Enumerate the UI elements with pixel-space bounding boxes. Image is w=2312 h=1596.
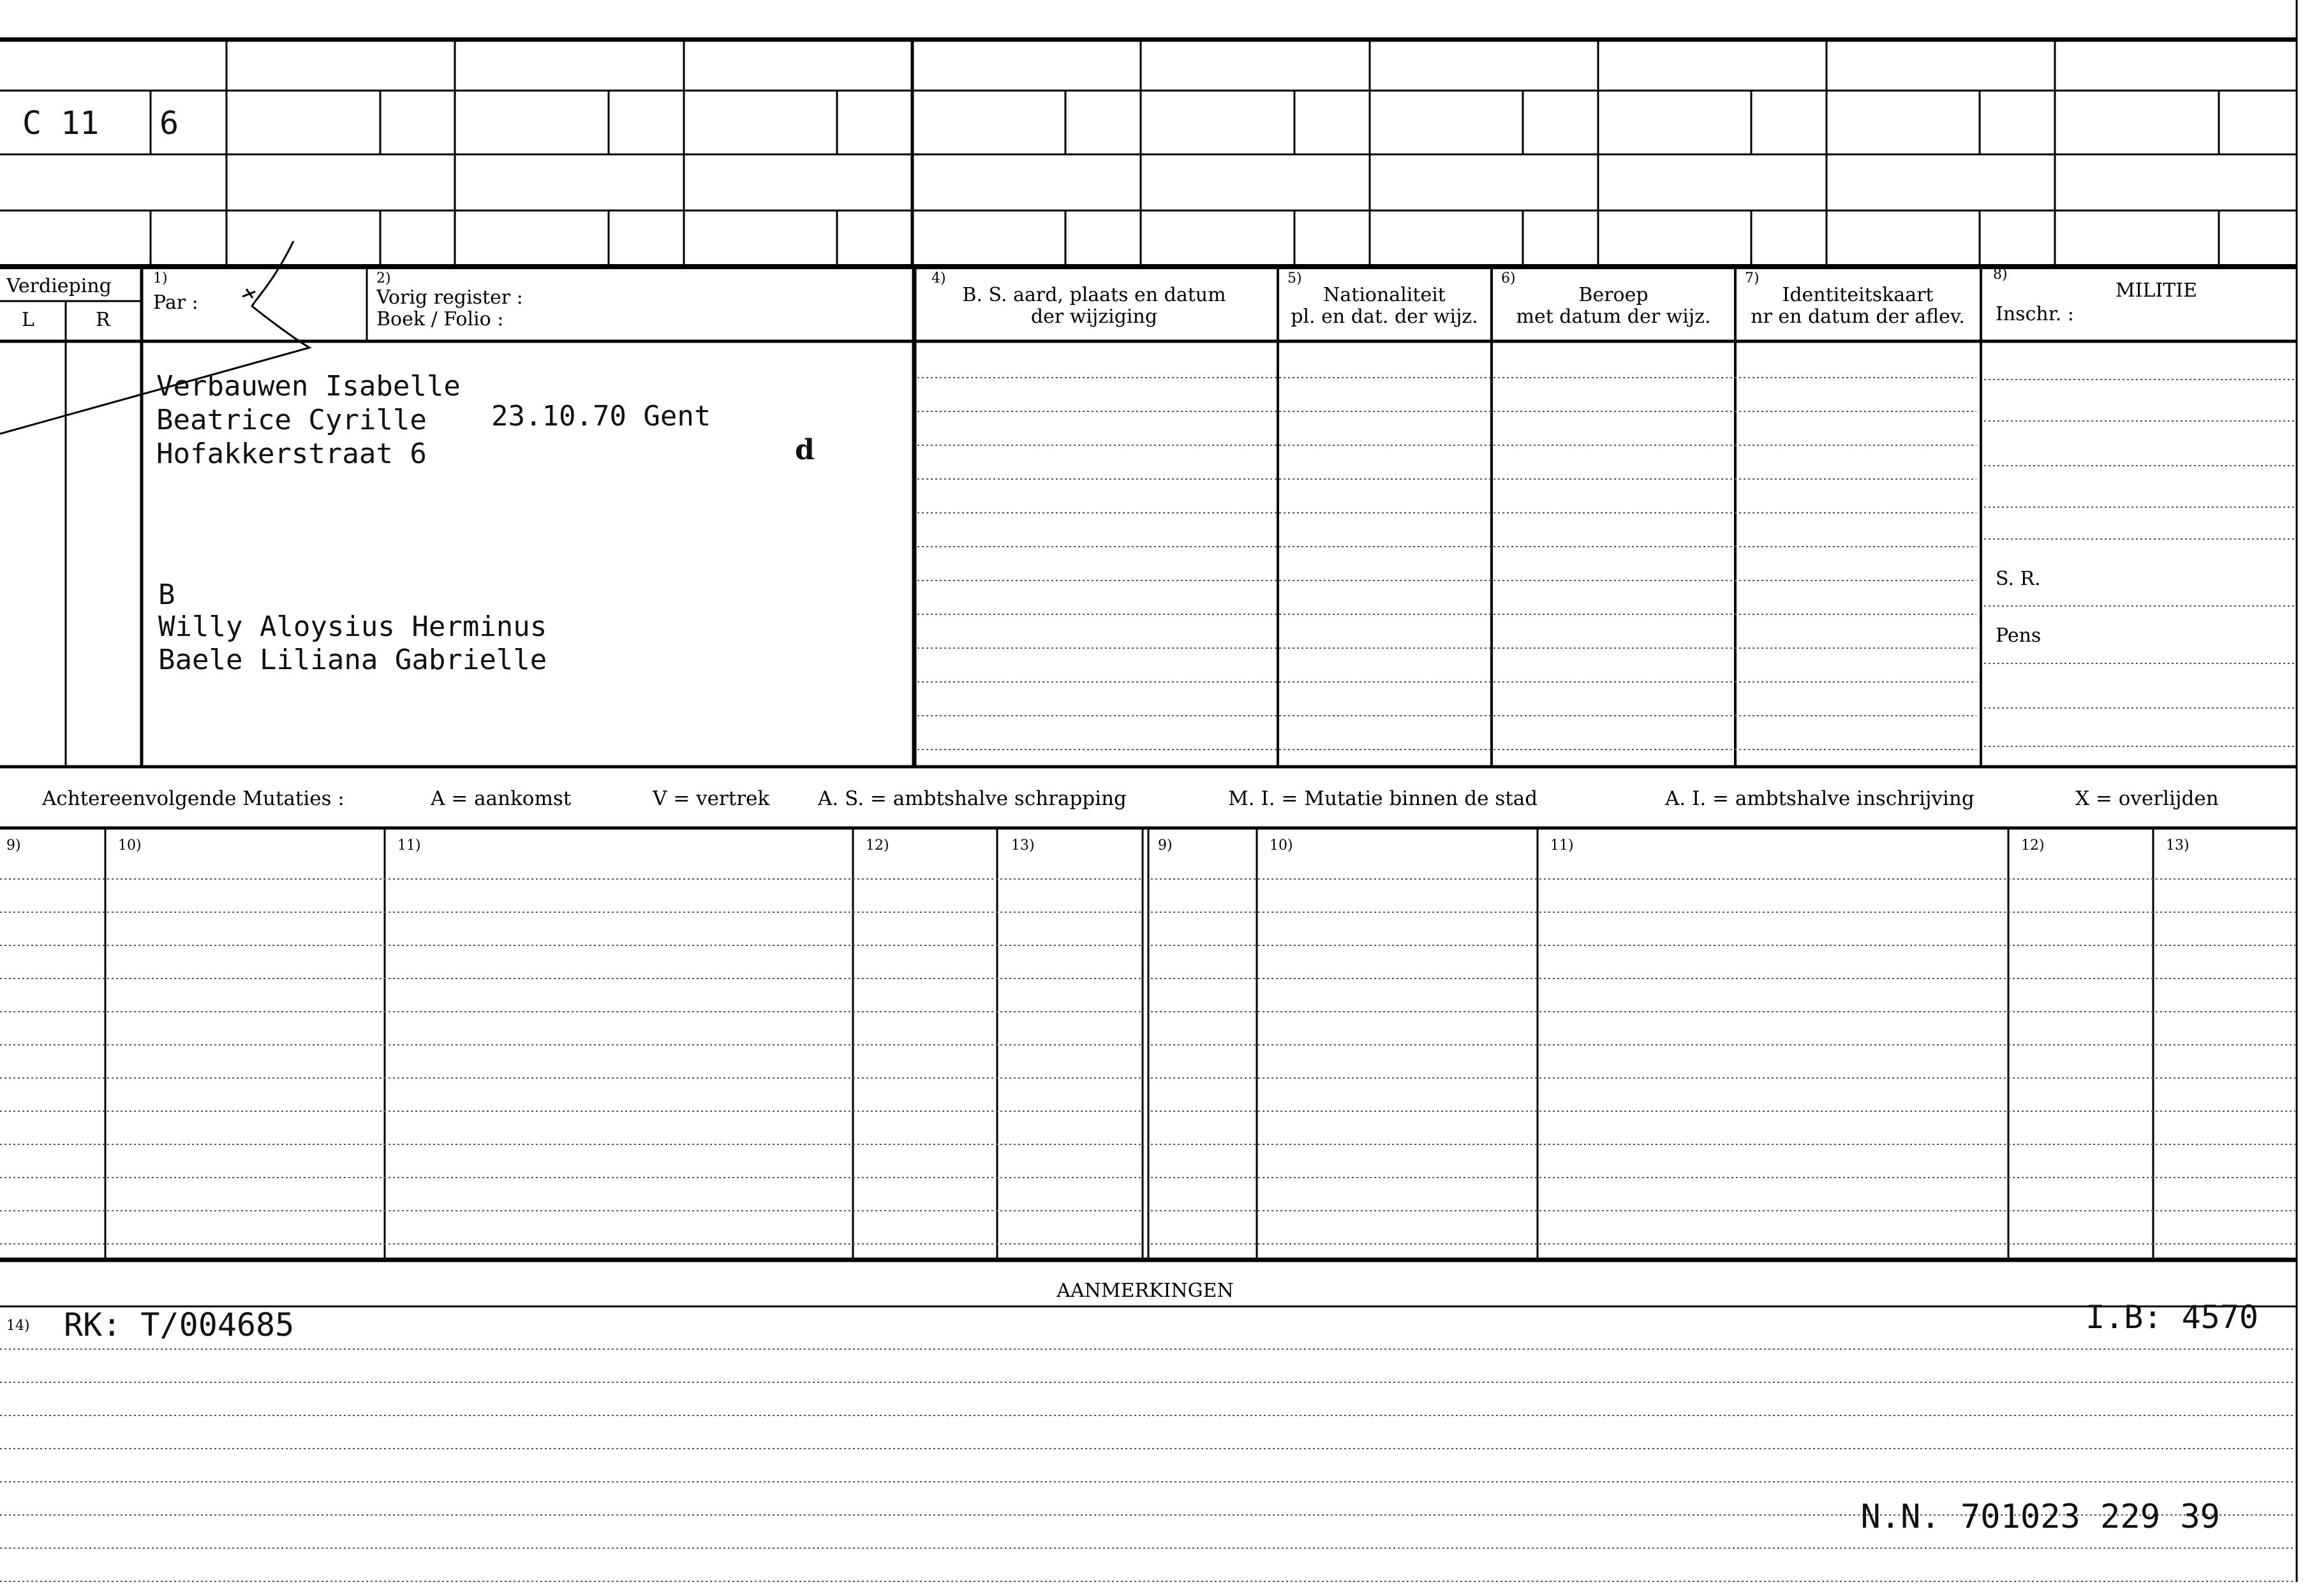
field-6-number: 6) — [1501, 270, 1516, 286]
rk-number: RK: T/004685 — [64, 1306, 295, 1343]
mutatie-as: A. S. = ambtshalve schrapping — [818, 787, 1127, 810]
mutatie-col-number: 9) — [1158, 838, 1173, 853]
vorig-register-label: Vorig register : — [376, 286, 523, 309]
code-c11: C 11 — [22, 105, 100, 142]
field-8-number: 8) — [1993, 267, 2008, 283]
mutatie-col-number: 13) — [2166, 838, 2190, 853]
person-name-line-2: Beatrice Cyrille — [156, 404, 427, 436]
mutatie-col-number: 12) — [2021, 838, 2045, 853]
father-name: Willy Aloysius Herminus — [158, 610, 547, 643]
par-label: Par : — [153, 292, 198, 314]
identiteitskaart-label: Identiteitskaart — [1782, 284, 1934, 306]
code-6: 6 — [159, 105, 179, 142]
mutatie-col-number: 11) — [1550, 838, 1574, 853]
pens-label: Pens — [1996, 624, 2042, 647]
birth-date-place: 23.10.70 Gent — [491, 400, 711, 432]
mark-b: B — [158, 579, 175, 611]
bs-label-2: der wijziging — [1030, 306, 1158, 328]
mutatie-col-number: 12) — [866, 838, 889, 853]
address-line: Hofakkerstraat 6 — [156, 438, 427, 470]
mutatie-x: X = overlijden — [2075, 787, 2219, 810]
mutatie-col-number: 11) — [397, 838, 421, 853]
mutatie-a: A = aankomst — [431, 787, 572, 810]
bs-label-1: B. S. aard, plaats en datum — [962, 284, 1226, 306]
person-name-line-1: Verbauwen Isabelle — [156, 370, 461, 403]
mutatie-mi: M. I. = Mutatie binnen de stad — [1228, 787, 1538, 810]
mark-d: d — [795, 434, 815, 466]
mutatie-ai: A. I. = ambtshalve inschrijving — [1665, 787, 1975, 810]
national-number: N.N. 701023 229 39 — [1860, 1498, 2220, 1536]
field-2-number: 2) — [376, 270, 391, 286]
ib-number: I.B: 4570 — [2086, 1299, 2258, 1336]
mutaties-title: Achtereenvolgende Mutaties : — [42, 787, 345, 810]
nationaliteit-label: Nationaliteit — [1323, 284, 1446, 306]
mutatie-col-number: 13) — [1011, 838, 1035, 853]
sr-label: S. R. — [1996, 568, 2041, 590]
field-7-number: 7) — [1745, 270, 1760, 286]
militie-label: MILITIE — [2115, 279, 2198, 302]
beroep-sub-label: met datum der wijz. — [1516, 306, 1711, 328]
mutatie-col-number: 10) — [118, 838, 142, 853]
aanmerkingen-title: AANMERKINGEN — [1056, 1280, 1234, 1302]
mutatie-v: V = vertrek — [653, 787, 770, 810]
beroep-label: Beroep — [1578, 284, 1649, 306]
field-5-number: 5) — [1287, 270, 1302, 286]
mutatie-col-number: 10) — [1270, 838, 1293, 853]
floor-l-label: L — [22, 309, 34, 331]
mutatie-col-number: 9) — [6, 838, 21, 853]
field-4-number: 4) — [931, 270, 946, 286]
boek-folio-label: Boek / Folio : — [376, 308, 504, 330]
identiteitskaart-sub-label: nr en datum der aflev. — [1751, 306, 1965, 328]
field-1-number: 1) — [153, 270, 168, 286]
nationaliteit-sub-label: pl. en dat. der wijz. — [1291, 306, 1478, 328]
inschr-label: Inschr. : — [1996, 303, 2074, 325]
verdieping-label: Verdieping — [6, 275, 112, 297]
mother-name: Baele Liliana Gabrielle — [158, 644, 547, 676]
field-14-number: 14) — [6, 1318, 30, 1334]
floor-r-label: R — [96, 309, 110, 331]
